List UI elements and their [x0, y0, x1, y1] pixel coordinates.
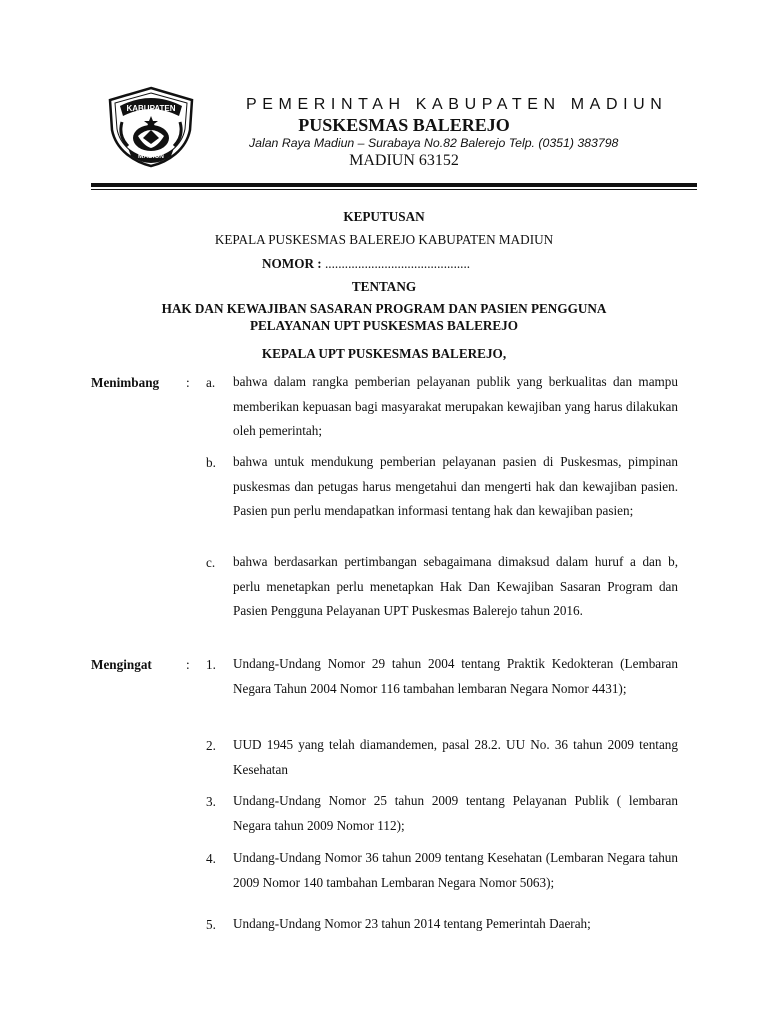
menimbang-label: Menimbang [91, 375, 160, 390]
mengingat-marker: 1. [206, 657, 216, 672]
subject-line-1: HAK DAN KEWAJIBAN SASARAN PROGRAM DAN PASIEN PENGGUNA [161, 301, 607, 316]
mengingat-label: Mengingat [91, 657, 152, 672]
mengingat-item: Undang-Undang Nomor 23 tahun 2014 tentang Pemerintah Daerah; [233, 916, 591, 931]
letterhead-org: PEMERINTAH KABUPATEN MADIUN [246, 96, 668, 113]
decree-number-value: ............................................ [325, 256, 471, 271]
decree-issuer: KEPALA PUSKESMAS BALEREJO KABUPATEN MADIUN [214, 232, 554, 247]
signatory-title: KEPALA UPT PUSKESMAS BALEREJO, [261, 346, 507, 361]
mengingat-item: Undang-Undang Nomor 36 tahun 2009 tentang Kesehatan (Lembaran Negara tahun 2009 Nomor 140 tambahan Lembaran Negara Nomor 5063); [233, 850, 678, 890]
letterhead-divider-thin [91, 189, 697, 190]
mengingat-marker: 5. [206, 917, 216, 932]
about-title: TENTANG [351, 279, 417, 294]
mengingat-item: Undang-Undang Nomor 25 tahun 2009 tentang Pelayanan Publik ( lembaran Negara tahun 2009 Nomor 112); [233, 793, 678, 833]
mengingat-marker: 3. [206, 794, 216, 809]
letterhead-city: MADIUN 63152 [349, 152, 459, 169]
mengingat-item: Undang-Undang Nomor 29 tahun 2004 tentang Praktik Kedokteran (Lembaran Negara Tahun 2004 Nomor 116 tambahan lembaran Negara Nomor 4431); [233, 656, 678, 696]
svg-text:KABUPATEN: KABUPATEN [126, 104, 176, 113]
menimbang-marker: a. [206, 375, 216, 390]
letterhead-name: PUSKESMAS BALEREJO [298, 115, 510, 135]
decree-number [262, 256, 470, 272]
menimbang-colon: : [186, 375, 190, 390]
letterhead-divider-thick [91, 183, 697, 187]
decree-title: KEPUTUSAN [343, 209, 425, 224]
mengingat-colon: : [186, 657, 190, 672]
menimbang-item: bahwa dalam rangka pemberian pelayanan publik yang berkualitas dan mampu memberikan kepuasan bagi masyarakat merupakan kewajiban yang harus dilakukan oleh pemerintah; [233, 374, 678, 438]
menimbang-item: bahwa berdasarkan pertimbangan sebagaimana dimaksud dalam huruf a dan b, perlu menetapkan perlu menetapkan Hak Dan Kewajiban Sasaran Program dan Pasien Pengguna Pelayanan UPT Puskesmas Balerejo tahun 2016. [233, 554, 678, 618]
menimbang-marker: c. [206, 555, 216, 570]
mengingat-marker: 2. [206, 738, 216, 753]
subject-line-2: PELAYANAN UPT PUSKESMAS BALEREJO [249, 318, 519, 333]
decree-number-label: NOMOR : [262, 256, 322, 271]
svg-text:MADIUN: MADIUN [138, 153, 164, 160]
menimbang-marker: b. [206, 455, 216, 470]
mengingat-item: UUD 1945 yang telah diamandemen, pasal 28.2. UU No. 36 tahun 2009 tentang Kesehatan [233, 737, 678, 777]
menimbang-item: bahwa untuk mendukung pemberian pelayanan pasien di Puskesmas, pimpinan puskesmas dan petugas harus mengetahui dan mengerti hak dan kewajiban pasien. Pasien pun perlu mendapatkan informasi tentang hak dan kewajiban pasien; [233, 454, 678, 518]
mengingat-marker: 4. [206, 851, 216, 866]
letterhead-address: Jalan Raya Madiun – Surabaya No.82 Balerejo Telp. (0351) 383798 [249, 136, 619, 150]
